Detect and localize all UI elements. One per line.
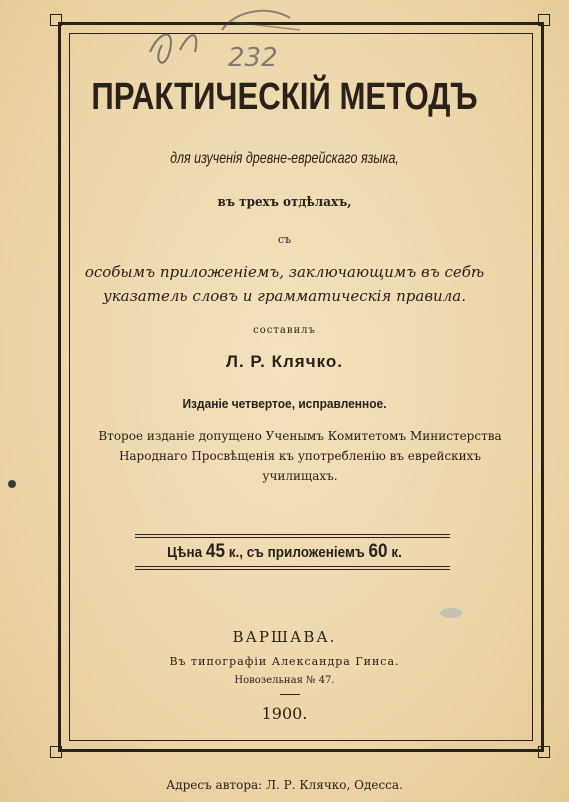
author-address: Адресъ автора: Л. Р. Клячко, Одесса. [166, 778, 403, 792]
ink-spot [8, 480, 16, 488]
price-rule-bottom [135, 566, 450, 567]
handwritten-library-mark [140, 0, 310, 75]
appendix-line-1: особымъ приложеніемъ, заключающимъ въ себѣ [84, 263, 485, 281]
approval-line-2: Народнаго Просвѣщенія къ употребленію въ еврейскихъ [118, 449, 482, 463]
frame-corner-bottom-left [50, 746, 62, 758]
price-amount-1: 45 [205, 541, 225, 562]
press-address: Новозельная № 47. [234, 675, 335, 686]
price-amount-2: 60 [368, 541, 388, 562]
approval-line-1: Второе изданіе допущено Ученымъ Комитетомъ Министерства [98, 429, 502, 443]
price-rule-bottom-2 [135, 569, 450, 570]
author-name: Л. Р. Клячко. [226, 352, 343, 371]
frame-corner-top-left [50, 14, 62, 26]
price-suffix: к. [391, 544, 402, 561]
price-line [28, 541, 540, 563]
printing-house: Въ типографіи Александра Гинса. [169, 655, 400, 668]
price-rule-top-2 [135, 537, 450, 538]
frame-corner-bottom-right [538, 746, 550, 758]
compiled-by: составилъ [253, 325, 316, 336]
publication-year: 1900. [261, 704, 308, 723]
book-subtitle: для изученія древне-еврейскаго языка, [170, 150, 399, 167]
price-middle: к., съ приложеніемъ [228, 544, 365, 561]
frame-corner-top-right [538, 14, 550, 26]
publication-city: ВАРШАВА. [232, 628, 337, 646]
book-title: ПРАКТИЧЕСКІЙ МЕТОДЪ [91, 76, 478, 118]
with-line: съ [277, 233, 292, 246]
price-prefix: Цѣна [167, 544, 203, 561]
appendix-line-2: указатель словъ и грамматическія правила. [103, 287, 466, 305]
parts-line: въ трехъ отдѣлахъ, [217, 195, 352, 210]
price-rule-top [135, 534, 450, 535]
edition-line: Изданіе четвертое, исправленное. [182, 396, 387, 411]
approval-line-3: училищахъ. [262, 469, 338, 483]
approval-notice [90, 426, 510, 486]
short-divider [280, 694, 300, 695]
handwritten-number: 232 [228, 43, 278, 73]
